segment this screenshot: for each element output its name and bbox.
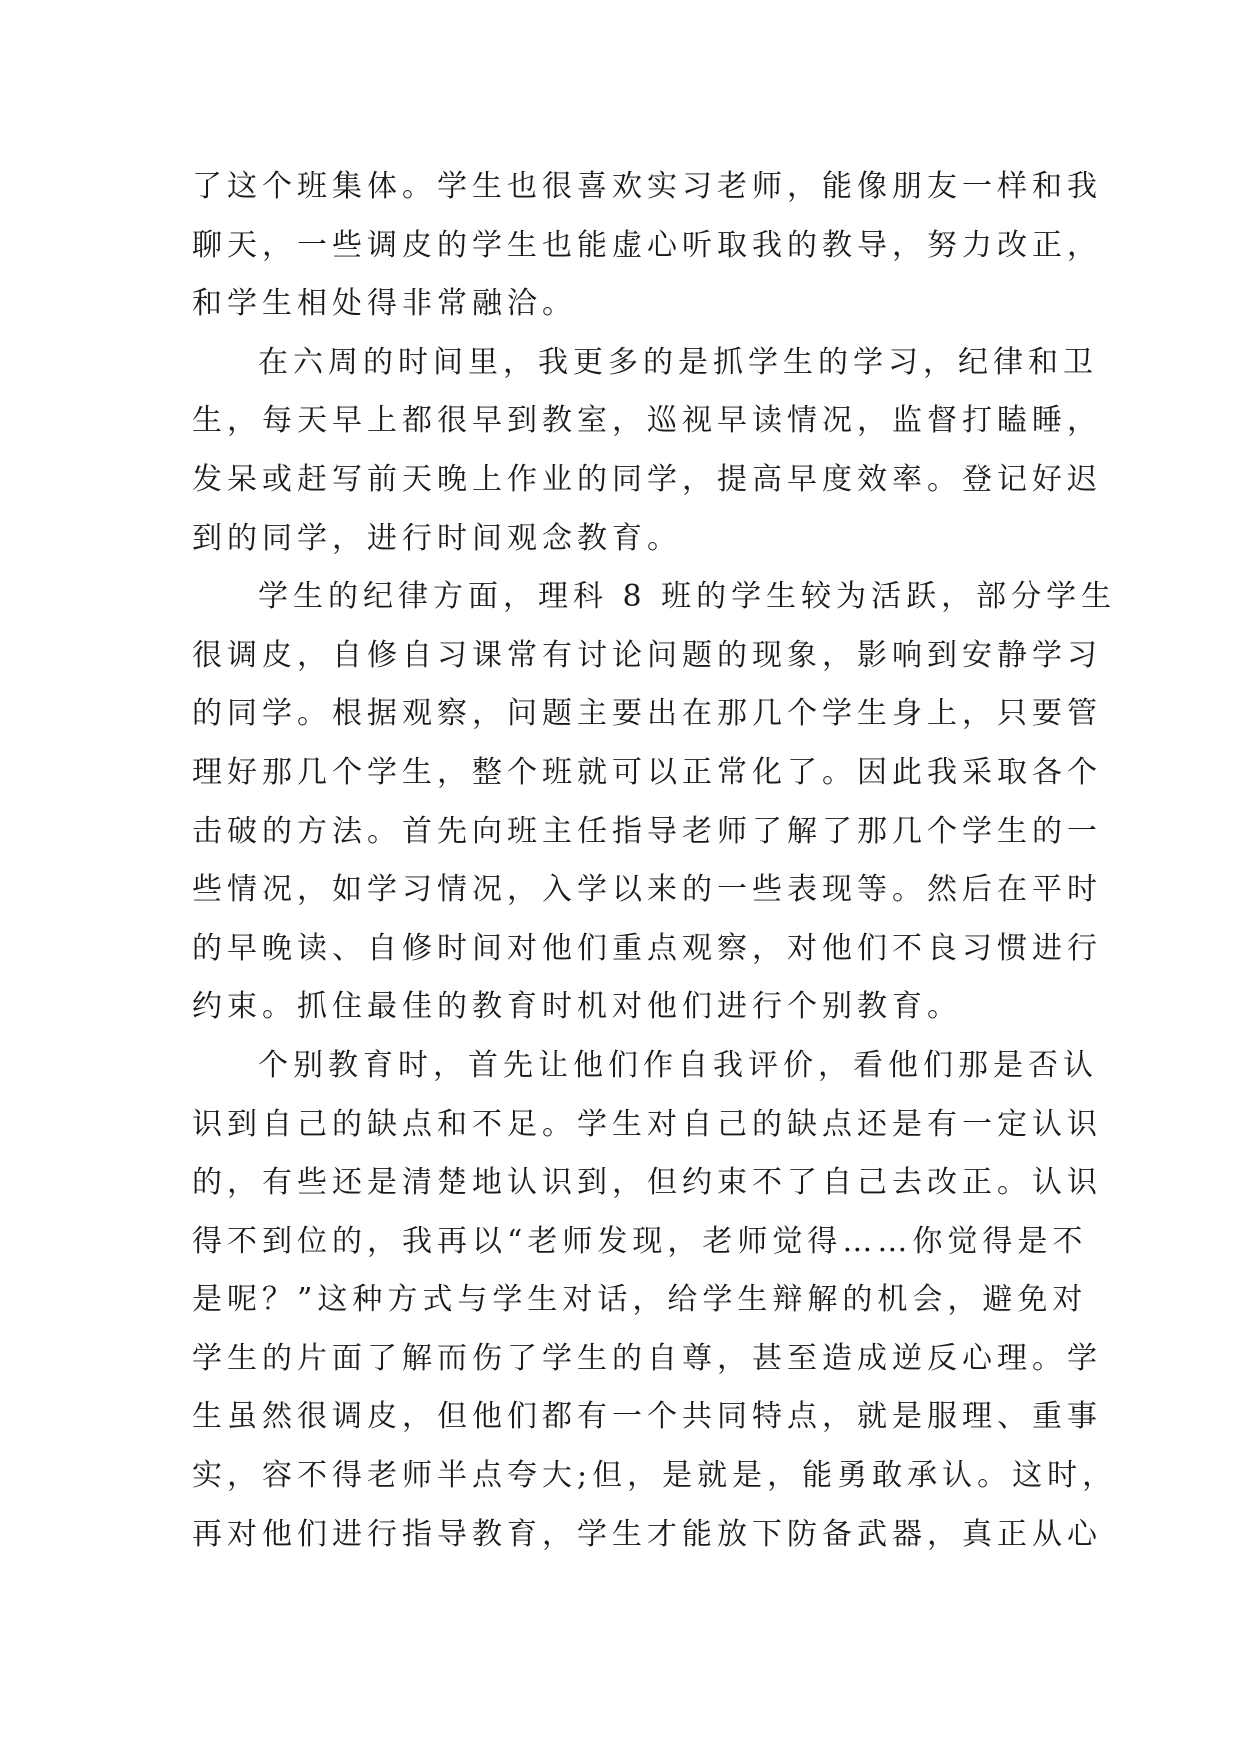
text-line: 击破的方法。首先向班主任指导老师了解了那几个学生的一 bbox=[192, 813, 1102, 849]
text-line: 是呢？”这种方式与学生对话，给学生辩解的机会，避免对 bbox=[192, 1282, 1088, 1318]
text-line: 生，每天早上都很早到教室，巡视早读情况，监督打瞌睡， bbox=[192, 403, 1102, 439]
text-line: 再对他们进行指导教育，学生才能放下防备武器，真正从心 bbox=[192, 1516, 1102, 1552]
text-line: 识到自己的缺点和不足。学生对自己的缺点还是有一定认识 bbox=[192, 1106, 1102, 1142]
text-line: 生虽然很调皮，但他们都有一个共同特点，就是服理、重事 bbox=[192, 1399, 1102, 1435]
text-line: 和学生相处得非常融洽。 bbox=[192, 286, 577, 322]
text-line: 得不到位的，我再以“老师发现，老师觉得……你觉得是不 bbox=[192, 1223, 1088, 1259]
text-line: 学生的片面了解而伤了学生的自尊，甚至造成逆反心理。学 bbox=[192, 1340, 1102, 1376]
text-line: 发呆或赶写前天晚上作业的同学，提高早度效率。登记好迟 bbox=[192, 461, 1102, 497]
paragraph-first-line: 学生的纪律方面，理科 8 班的学生较为活跃，部分学生 bbox=[258, 579, 1117, 615]
text-line: 很调皮，自修自习课常有讨论问题的现象，影响到安静学习 bbox=[192, 637, 1102, 673]
paragraph-first-line: 个别教育时，首先让他们作自我评价，看他们那是否认 bbox=[258, 1047, 1098, 1083]
text-line: 约束。抓住最佳的教育时机对他们进行个别教育。 bbox=[192, 989, 962, 1025]
text-line: 的同学。根据观察，问题主要出在那几个学生身上，只要管 bbox=[192, 696, 1102, 732]
text-line: 聊天，一些调皮的学生也能虚心听取我的教导，努力改正， bbox=[192, 227, 1102, 263]
text-line: 的，有些还是清楚地认识到，但约束不了自己去改正。认识 bbox=[192, 1165, 1102, 1201]
text-line: 理好那几个学生，整个班就可以正常化了。因此我采取各个 bbox=[192, 754, 1102, 790]
text-line: 实，容不得老师半点夸大;但，是就是，能勇敢承认。这时， bbox=[192, 1458, 1118, 1494]
text-line: 些情况，如学习情况，入学以来的一些表现等。然后在平时 bbox=[192, 872, 1102, 908]
paragraph-first-line: 在六周的时间里，我更多的是抓学生的学习，纪律和卫 bbox=[258, 344, 1098, 380]
text-line: 了这个班集体。学生也很喜欢实习老师，能像朋友一样和我 bbox=[192, 169, 1102, 204]
text-line: 到的同学，进行时间观念教育。 bbox=[192, 520, 682, 556]
text-line: 的早晚读、自修时间对他们重点观察，对他们不良习惯进行 bbox=[192, 930, 1102, 966]
document-body bbox=[192, 158, 1118, 1564]
